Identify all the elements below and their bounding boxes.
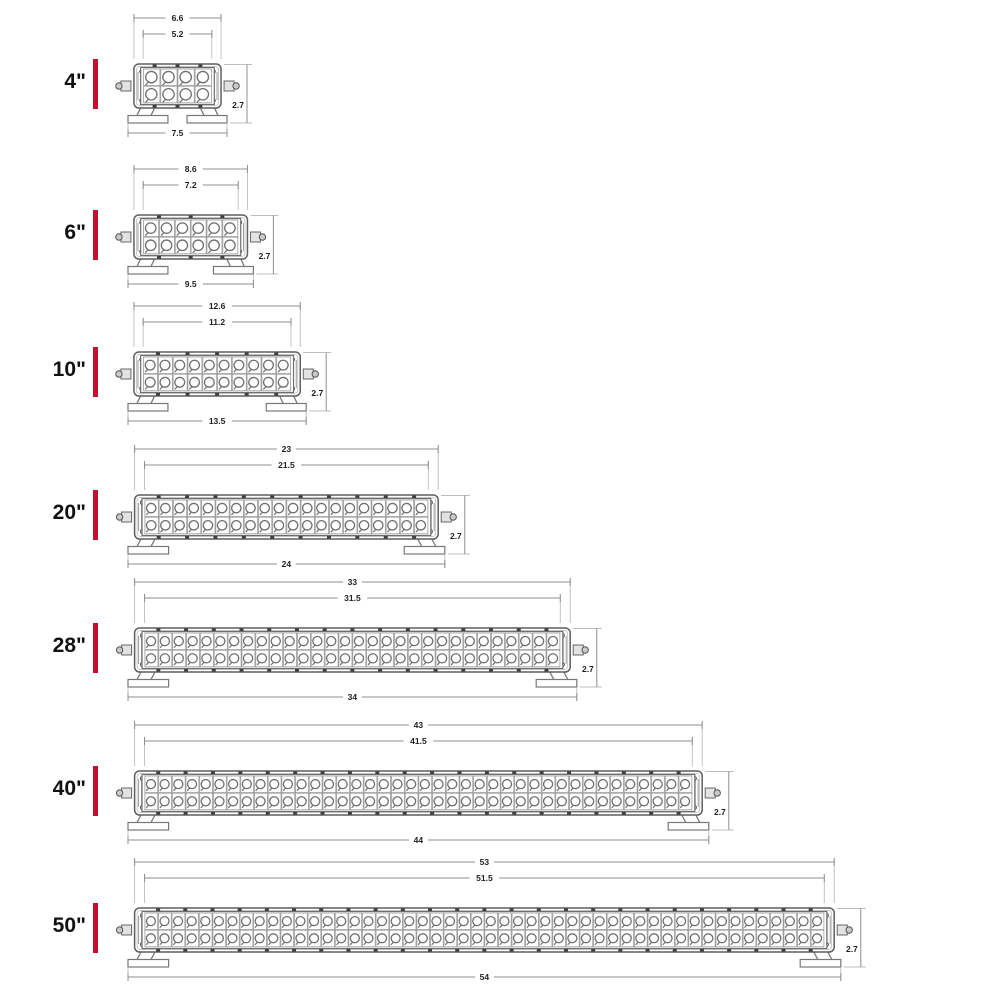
height-dimension bbox=[224, 65, 252, 124]
led-array bbox=[142, 632, 563, 669]
mount-width-dimension: 54 bbox=[479, 972, 490, 982]
outer-width-dimension: 6.6 bbox=[171, 13, 184, 23]
mount-width-dimension: 13.5 bbox=[208, 416, 226, 426]
mount-width-dimension: 9.5 bbox=[184, 279, 197, 289]
lit-width-dimension: 11.2 bbox=[209, 317, 226, 327]
led-array bbox=[141, 356, 294, 393]
mount-width-dimension-group bbox=[128, 972, 841, 982]
red-accent-tick bbox=[93, 623, 98, 673]
top-dimensions bbox=[134, 164, 248, 190]
size-label: 4" bbox=[64, 70, 86, 93]
mount-width-dimension-group bbox=[128, 692, 577, 702]
lit-width-dimension: 51.5 bbox=[476, 873, 493, 883]
light-bar-diagram bbox=[112, 290, 353, 430]
light-bar-diagram bbox=[112, 153, 300, 293]
top-dimensions bbox=[134, 13, 221, 39]
height-dimension-label: 2.7 bbox=[713, 807, 726, 817]
led-array bbox=[142, 499, 431, 536]
led-array bbox=[141, 219, 241, 256]
light-bar-diagram bbox=[112, 846, 887, 986]
size-label: 6" bbox=[64, 221, 86, 244]
lit-width-dimension: 5.2 bbox=[171, 29, 184, 39]
height-dimension-label: 2.7 bbox=[232, 100, 244, 110]
light-bar-diagram bbox=[112, 709, 755, 849]
height-dimension bbox=[303, 353, 331, 412]
outer-width-dimension: 8.6 bbox=[184, 164, 197, 174]
lit-width-dimension: 41.5 bbox=[410, 736, 427, 746]
mount-width-dimension: 44 bbox=[413, 835, 424, 845]
height-dimension-label: 2.7 bbox=[845, 944, 858, 954]
outer-width-dimension: 53 bbox=[479, 857, 490, 867]
top-dimensions bbox=[135, 857, 835, 883]
red-accent-tick bbox=[93, 59, 98, 109]
top-dimensions bbox=[134, 301, 300, 327]
mount-width-dimension-group bbox=[128, 835, 709, 845]
led-array bbox=[142, 912, 827, 949]
height-dimension-label: 2.7 bbox=[258, 251, 271, 261]
top-dimensions bbox=[135, 444, 439, 470]
outer-width-dimension: 33 bbox=[347, 577, 358, 587]
mount-width-dimension-group bbox=[128, 416, 306, 426]
led-array bbox=[141, 68, 215, 105]
size-label: 10" bbox=[52, 358, 86, 381]
outer-width-dimension: 43 bbox=[413, 720, 424, 730]
size-label: 50" bbox=[52, 914, 86, 937]
height-dimension bbox=[705, 772, 734, 831]
top-dimensions bbox=[135, 720, 703, 746]
lit-width-dimension: 31.5 bbox=[344, 593, 361, 603]
mount-width-dimension-group bbox=[128, 279, 253, 289]
light-bar-diagram bbox=[112, 566, 623, 706]
top-dimensions bbox=[135, 577, 571, 603]
lit-width-dimension: 7.2 bbox=[184, 180, 197, 190]
size-label: 40" bbox=[52, 777, 86, 800]
red-accent-tick bbox=[93, 766, 98, 816]
height-dimension-label: 2.7 bbox=[311, 388, 324, 398]
led-array bbox=[142, 775, 695, 812]
mount-width-dimension: 34 bbox=[347, 692, 358, 702]
lit-width-dimension: 21.5 bbox=[278, 460, 295, 470]
outer-width-dimension: 23 bbox=[281, 444, 292, 454]
height-dimension bbox=[250, 216, 278, 275]
red-accent-tick bbox=[93, 903, 98, 953]
height-dimension-label: 2.7 bbox=[449, 531, 462, 541]
mount-width-dimension: 7.5 bbox=[171, 128, 184, 138]
height-dimension-label: 2.7 bbox=[581, 664, 594, 674]
light-bar-diagram bbox=[112, 2, 273, 142]
height-dimension bbox=[837, 909, 866, 968]
red-accent-tick bbox=[93, 210, 98, 260]
height-dimension bbox=[441, 496, 470, 555]
size-label: 28" bbox=[52, 634, 86, 657]
mount-width-dimension-group bbox=[128, 128, 227, 138]
size-label: 20" bbox=[52, 501, 86, 524]
red-accent-tick bbox=[93, 490, 98, 540]
height-dimension bbox=[573, 629, 602, 688]
light-bar-diagram bbox=[112, 433, 491, 573]
mount-width-dimension: 24 bbox=[281, 559, 292, 569]
outer-width-dimension: 12.6 bbox=[208, 301, 226, 311]
red-accent-tick bbox=[93, 347, 98, 397]
